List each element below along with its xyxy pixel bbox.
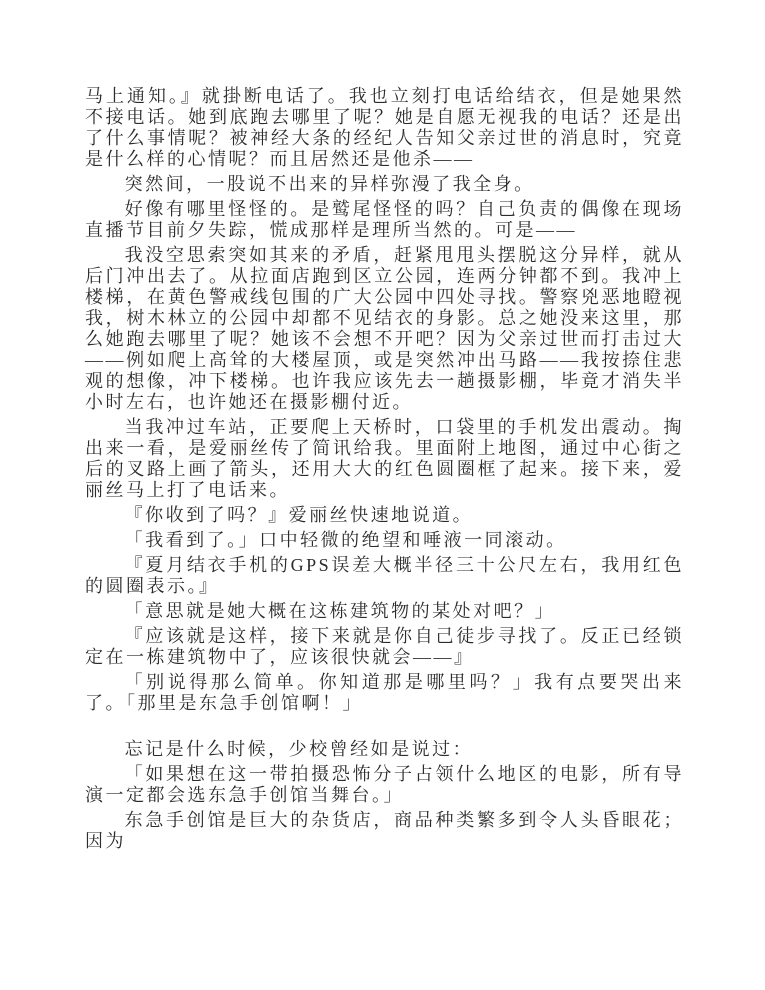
paragraph: 突然间，一股说不出来的异样弥漫了我全身。 <box>124 174 535 194</box>
text-block <box>85 86 684 856</box>
paragraph: 当我冲过车站，正要爬上天桥时，口袋里的手机发出震动。掏出来一看，是爱丽丝传了简讯给我。里面附上地图，通过中心街之后的叉路上画了箭头，还用大大的红色圆圈框了起来。接下来，爱丽丝马上打了电话来。 <box>85 417 684 500</box>
paragraph: 忘记是什么时候，少校曾经如是说过： <box>124 739 474 759</box>
paragraph-dialogue: 「别说得那么简单。你知道那是哪里吗？」我有点要哭出来了。「那里是东急手创馆啊！」 <box>85 672 684 713</box>
paragraph: 东急手创馆是巨大的杂货店，商品种类繁多到令人头昏眼花；因为 <box>85 810 684 851</box>
paragraph-dialogue: 『应该就是这样，接下来就是你自己徒步寻找了。反正已经锁定在一栋建筑物中了，应该很快就会——』 <box>85 626 684 667</box>
paragraph-dialogue: 「意思就是她大概在这栋建筑物的某处对吧？」 <box>124 601 556 621</box>
paragraph: 我没空思索突如其来的矛盾，赶紧甩甩头摆脱这分异样，就从后门冲出去了。从拉面店跑到区立公园，连两分钟都不到。我冲上楼梯，在黄色警戒线包围的广大公园中四处寻找。警察兇恶地瞪视我，树木林立的公园中却都不见结衣的身影。总之她没来这里，那么她跑去哪里了呢？她该不会想不开吧？因为父亲过世而打击过大——例如爬上高耸的大楼屋顶，或是突然冲出马路——我按捺住悲观的想像，冲下楼梯。也许我应该先去一趟摄影棚，毕竟才消失半小时左右，也许她还在摄影棚付近。 <box>85 245 684 412</box>
paragraph-dialogue: 「如果想在这一带拍摄恐怖分子占领什么地区的电影，所有导演一定都会选东急手创馆当舞台。」 <box>85 764 684 805</box>
paragraph: 马上通知。』就掛断电话了。我也立刻打电话给结衣，但是她果然不接电话。她到底跑去哪里了呢？她是自愿无视我的电话？还是出了什么事情呢？被神经大条的经纪人告知父亲过世的消息时，究竟是什么样的心情呢？而且居然还是他杀—— <box>85 86 684 169</box>
paragraph-dialogue: 「我看到了。」口中轻微的绝望和唾液一同滚动。 <box>124 530 567 550</box>
paragraph-dialogue: 『夏月结衣手机的GPS误差大概半径三十公尺左右，我用红色的圆圈表示。』 <box>85 555 684 596</box>
paragraph-dialogue: 『你收到了吗？』爱丽丝快速地说道。 <box>124 505 474 525</box>
paragraph: 好像有哪里怪怪的。是鹫尾怪怪的吗？自己负责的偶像在现场直播节目前夕失踪，慌成那样是理所当然的。可是—— <box>85 199 684 240</box>
